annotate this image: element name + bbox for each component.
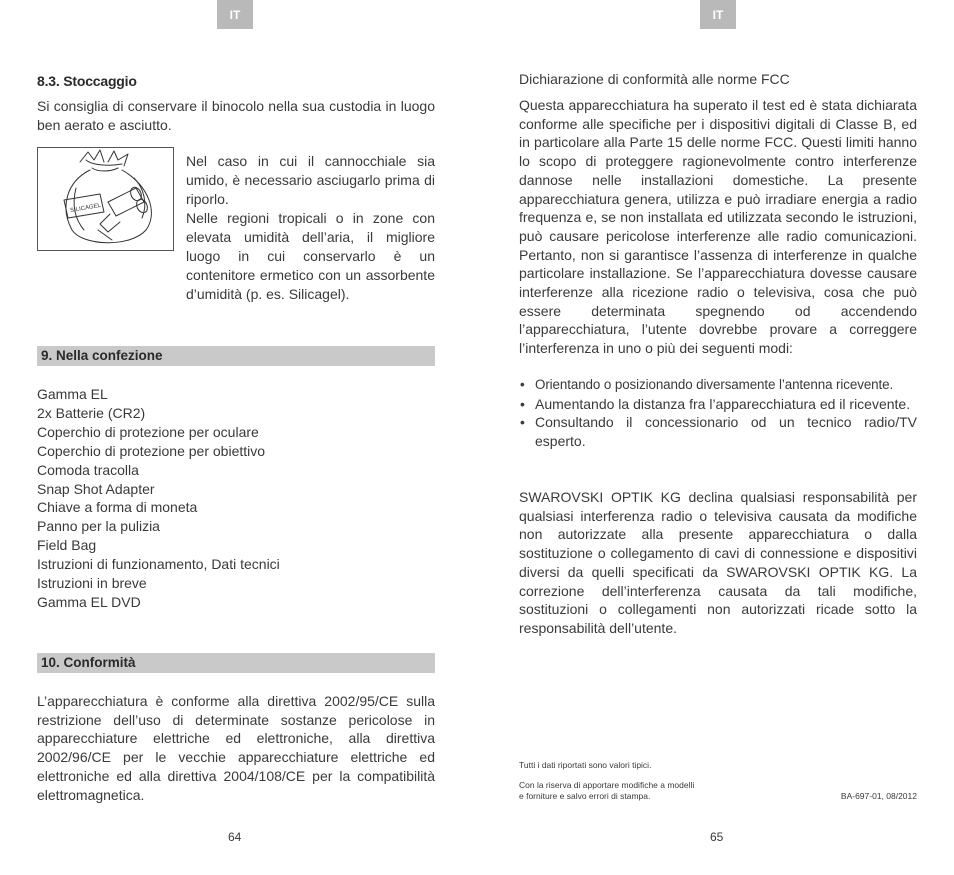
disclaimer-text: SWAROVSKI OPTIK KG declina qualsiasi responsabilità per qualsiasi interferenza radio o televisiva causata da modifiche non autorizzate alla presente apparecchiatura o dalla sostituzione o collegamento di cavi di connessione e dispositivi diversi da quelli specificati da SWAROVSKI OPTIK KG. La correzione dell’interferenza causata da tali modifiche, sostituzioni o collegamenti non autorizzati ricade sotto la responsabilità dell’utente.: [519, 489, 917, 636]
list-item: Gamma EL: [37, 386, 108, 402]
list-item: • Aumentando la distanza fra l’apparecchiatura ed il ricevente.: [519, 395, 917, 414]
list-item: Chiave a forma di moneta: [37, 499, 198, 516]
page-number-right: 65: [710, 830, 724, 844]
page-number-left: 64: [228, 830, 242, 844]
storage-para-1: Nel caso in cui il cannocchiale sia umido, è necessario asciugarlo prima di riporlo.: [186, 153, 435, 207]
package-heading: 9. Nella confezione: [37, 346, 435, 366]
silicagel-bag-icon: [38, 148, 173, 250]
document-code: BA-697-01, 08/2012: [840, 791, 917, 801]
footnote-reserve-1: Con la riserva di apportare modifiche a modelli: [519, 780, 695, 790]
list-item: Field Bag: [37, 537, 97, 554]
list-item: Istruzioni di funzionamento, Dati tecnici: [37, 556, 280, 573]
list-item: Istruzioni in breve: [37, 575, 147, 592]
list-item: Snap Shot Adapter: [37, 480, 155, 497]
fcc-title: Dichiarazione di conformità alle norme FCC: [519, 71, 790, 87]
conformity-text: L’apparecchiatura è conforme alla direttiva 2002/95/CE sulla restrizione dell’uso di determinate sostanze pericolose in apparecchiature elettriche ed elettroniche, alla direttiva 2002/96/CE per le vecchie apparecchiature elettriche ed elettroniche ed alla direttiva 2004/108/CE per la compatibilità elettromagnetica.: [37, 693, 435, 803]
list-item: Panno per la pulizia: [37, 518, 160, 535]
silicagel-bag-illustration: [37, 147, 174, 251]
fcc-bullet-list: [519, 376, 917, 451]
list-item: • Orientando o posizionando diversamente l’antenna ricevente.: [519, 376, 917, 395]
list-item: • Consultando il concessionario od un tecnico radio/TV esperto.: [519, 413, 917, 450]
storage-intro: Si consiglia di conservare il binocolo nella sua custodia in luogo ben aerato e asciutto.: [37, 98, 435, 133]
silicagel-label: SILICAGEL: [69, 202, 102, 215]
fcc-text: Questa apparecchiatura ha superato il test ed è stata dichiarata conforme alle specifiche per i dispositivi digitali di Classe B, ed in particolare alla Parte 15 delle norme FCC. Questi limiti hanno lo scopo di proteggere ragionevolmente contro interferenze dannose nelle installazioni domestiche. La presente apparecchiatura genera, utilizza e può irradiare energia a radio frequenza e, se non installata ed utilizzata secondo le istruzioni, può causare pericolose interferenze alle radio comunicazioni. Pertanto, non si garantisce l’assenza di interferenze in qualche particolare installazione. Se l’apparecchiatura dovesse causare interferenze alla ricezione radio o televisiva, cosa che può essere determinata spegnendo od accendendo l’apparecchiatura, l’utente dovrebbe provare a correggere l’interferenza in uno o più dei seguenti modi:: [519, 97, 917, 357]
package-list: [37, 385, 280, 612]
footnote-values: Tutti i dati riportati sono valori tipici.: [519, 760, 652, 770]
list-item: Coperchio di protezione per oculare: [37, 423, 259, 440]
storage-heading: 8.3. Stoccaggio: [37, 73, 137, 89]
list-item: Gamma EL DVD: [37, 593, 141, 610]
conformity-heading: 10. Conformità: [37, 653, 435, 673]
list-item: 2x Batterie (CR2): [37, 404, 146, 421]
footnote-reserve-2: e forniture e salvo errori di stampa.: [519, 791, 651, 801]
storage-figure-text: [186, 152, 435, 304]
language-tab-right: IT: [700, 0, 736, 29]
language-tab-left: IT: [217, 0, 253, 29]
list-item: Coperchio di protezione per obiettivo: [37, 442, 266, 459]
list-item: Comoda tracolla: [37, 461, 139, 478]
storage-para-2: Nelle regioni tropicali o in zone con elevata umidità dell’aria, il migliore luogo in cui conservarlo è un contenitore ermetico con un assorbente d’umidità (p. es. Silicagel).: [186, 210, 435, 302]
